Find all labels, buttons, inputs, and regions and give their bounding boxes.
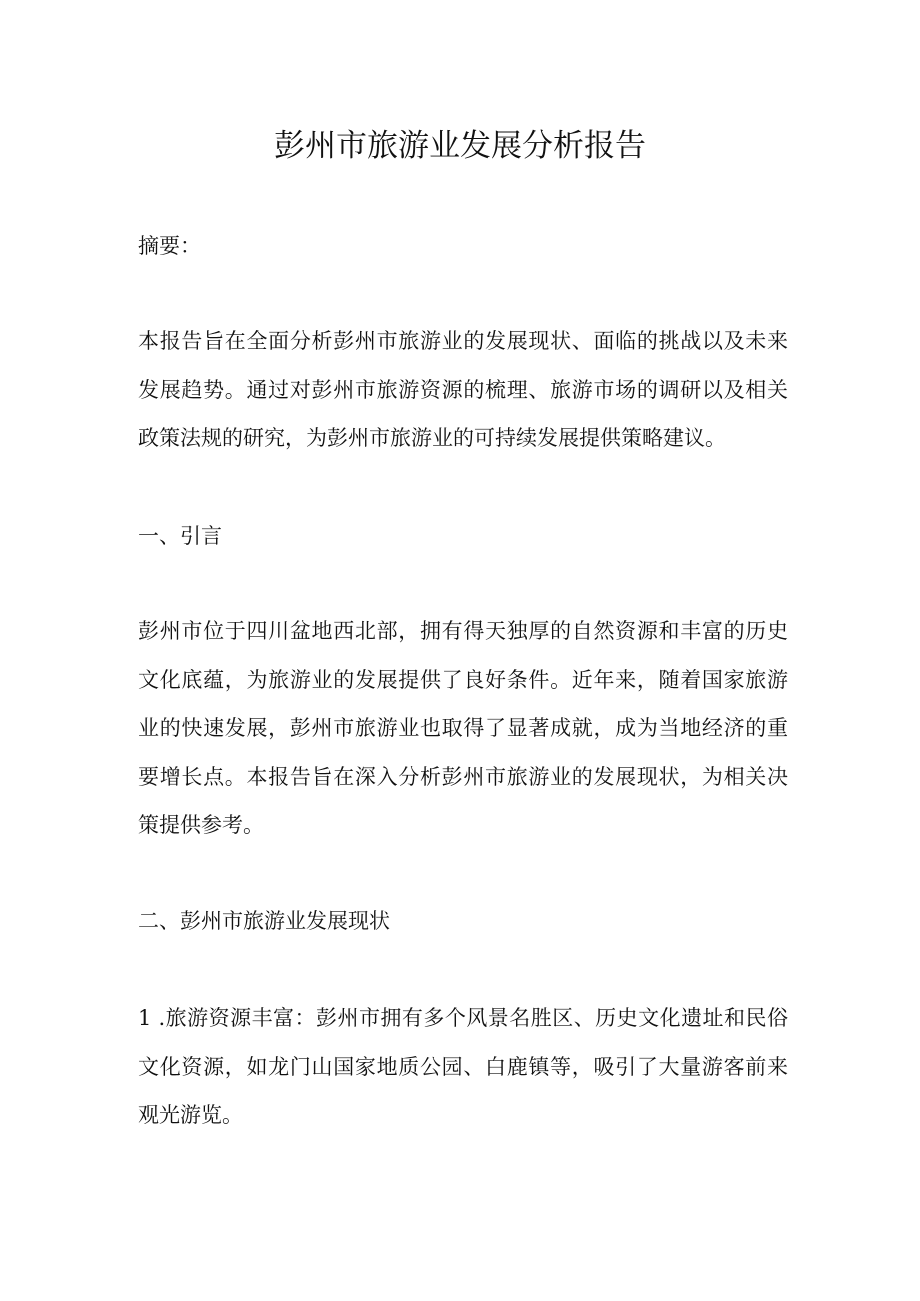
list-item-tourism-resources: 1 .旅游资源丰富：彭州市拥有多个风景名胜区、历史文化遗址和民俗文化资源，如龙门山国家地质公园、白鹿镇等，吸引了大量游客前来观光游览。 bbox=[138, 1006, 788, 1127]
abstract-paragraph: 本报告旨在全面分析彭州市旅游业的发展现状、面临的挑战以及未来发展趋势。通过对彭州市旅游资源的梳理、旅游市场的调研以及相关政策法规的研究，为彭州市旅游业的可持续发展提供策略建议。 bbox=[138, 329, 788, 450]
introduction-paragraph: 彭州市位于四川盆地西北部，拥有得天独厚的自然资源和丰富的历史文化底蕴，为旅游业的发展提供了良好条件。近年来，随着国家旅游业的快速发展，彭州市旅游业也取得了显著成就，成为当地经济的重要增长点。本报告旨在深入分析彭州市旅游业的发展现状，为相关决策提供参考。 bbox=[138, 619, 788, 837]
abstract-label: 摘要： bbox=[138, 234, 201, 258]
section-heading-introduction: 一、引言 bbox=[138, 524, 222, 548]
section-heading-current-status: 二、彭州市旅游业发展现状 bbox=[138, 909, 390, 933]
document-title: 彭州市旅游业发展分析报告 bbox=[274, 128, 646, 164]
